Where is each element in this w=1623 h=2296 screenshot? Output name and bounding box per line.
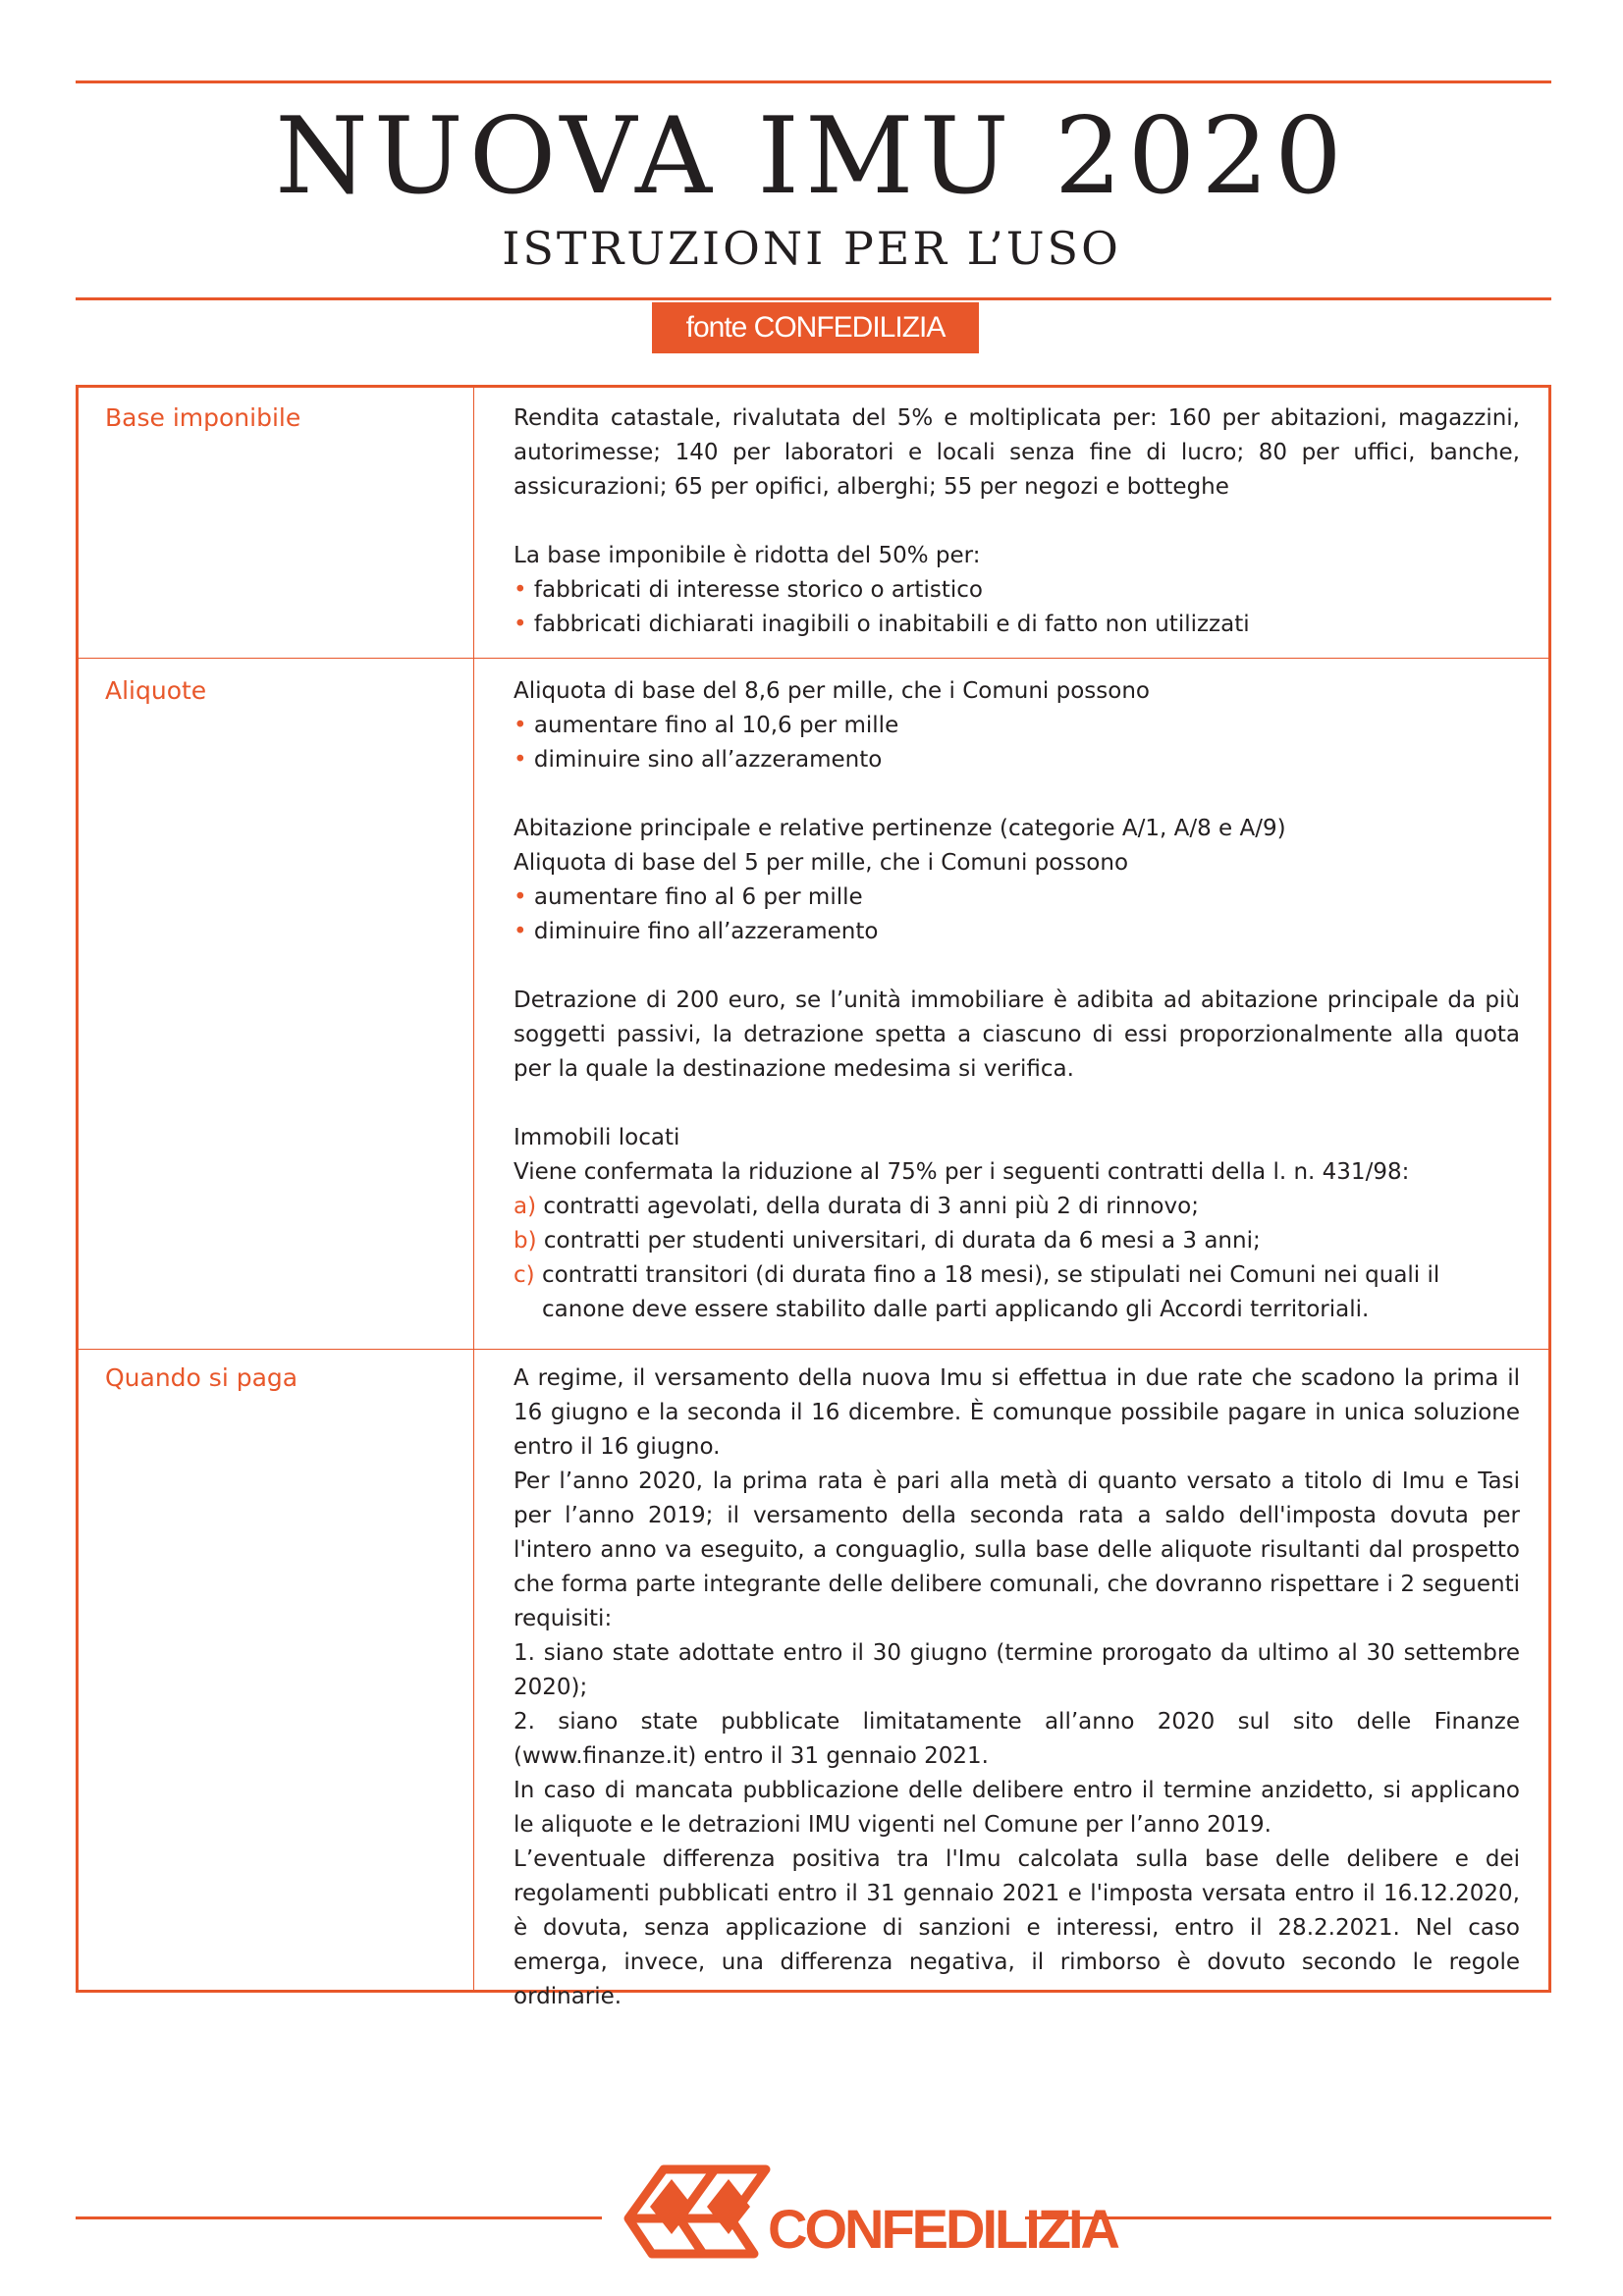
paragraph: Aliquota di base del 5 per mille, che i Comuni possono <box>514 850 1129 876</box>
paragraph: La base imponibile è ridotta del 50% per: <box>514 543 981 568</box>
list-item <box>514 1258 1520 1293</box>
column-divider <box>473 388 474 1990</box>
paragraph: Abitazione principale e relative pertinenze (categorie A/1, A/8 e A/9) <box>514 816 1286 841</box>
row-label-aliquote: Aliquote <box>105 676 207 705</box>
list-item: • diminuire sino all’azzeramento <box>514 743 1520 777</box>
row-label-quando-si-paga: Quando si paga <box>105 1363 298 1392</box>
paragraph: L’eventuale differenza positiva tra l'Imu calcolata sulla base delle delibere e dei regolamenti pubblicati entro il 31 gennaio 2021 e l'imposta versata entro il 16.12.2020, è dovuta, senza applicazione di sanzioni e interessi, entro il 28.2.2021. Nel caso emerga, invece, una differenza negativa, il rimborso è dovuto secondo le regole ordinarie. <box>514 1846 1520 2009</box>
list-text: contratti per studenti universitari, di durata da 6 mesi a 3 anni; <box>543 1228 1261 1254</box>
list-item-continuation: canone deve essere stabilito dalle parti applicando gli Accordi territoriali. <box>542 1297 1370 1322</box>
list-item <box>514 1224 1520 1258</box>
list-letter: b) <box>514 1228 537 1254</box>
logo-text: CONFEDILIZIA <box>768 2198 1117 2260</box>
list-letter: c) <box>514 1262 535 1288</box>
header-bottom-rule <box>76 297 1551 300</box>
row-content-base-imponibile <box>514 401 1520 642</box>
list-text: contratti transitori (di durata fino a 18 mesi), se stipulati nei Comuni nei quali il <box>541 1262 1440 1288</box>
source-badge: fonte CONFEDILIZIA <box>652 302 979 353</box>
footer-rule-left <box>76 2216 602 2219</box>
paragraph: Immobili locati <box>514 1125 680 1150</box>
row-label-base-imponibile: Base imponibile <box>105 403 301 432</box>
list-text: contratti agevolati, della durata di 3 anni più 2 di rinnovo; <box>543 1194 1199 1219</box>
row-content-quando-si-paga <box>514 1362 1520 2014</box>
list-letter: a) <box>514 1194 537 1219</box>
info-table <box>76 385 1551 2009</box>
row-divider <box>79 658 1548 659</box>
page-title: NUOVA IMU 2020 <box>275 95 1348 218</box>
paragraph: Viene confermata la riduzione al 75% per i seguenti contratti della l. n. 431/98: <box>514 1159 1410 1185</box>
paragraph: In caso di mancata pubblicazione delle delibere entro il termine anzidetto, si applicano le aliquote e le detrazioni IMU vigenti nel Comune per l’anno 2019. <box>514 1778 1520 1838</box>
paragraph: Rendita catastale, rivalutata del 5% e moltiplicata per: 160 per abitazioni, magazzini, autorimesse; 140 per laboratori e locali senza fine di lucro; 80 per uffici, banche, assicurazioni; 65 per opifici, alberghi; 55 per negozi e botteghe <box>514 405 1520 500</box>
paragraph: 2. siano state pubblicate limitatamente all’anno 2020 sul sito delle Finanze (www.finanze.it) entro il 31 gennaio 2021. <box>514 1709 1520 1769</box>
paragraph: Detrazione di 200 euro, se l’unità immobiliare è adibita ad abitazione principale da più soggetti passivi, la detrazione spetta a ciascuno di essi proporzionalmente alla quota per la quale la destinazione medesima si verifica. <box>514 988 1520 1082</box>
list-item: • aumentare fino al 6 per mille <box>514 881 1520 915</box>
confedilizia-logo <box>621 2150 1117 2264</box>
list-item <box>514 1190 1520 1224</box>
paragraph: A regime, il versamento della nuova Imu si effettua in due rate che scadono la prima il 16 giugno e la seconda il 16 dicembre. È comunque possibile pagare in unica soluzione entro il 16 giugno. <box>514 1365 1520 1460</box>
list-item: • aumentare fino al 10,6 per mille <box>514 709 1520 743</box>
row-divider <box>79 1349 1548 1350</box>
list-item: • fabbricati di interesse storico o artistico <box>514 573 1520 608</box>
paragraph: Per l’anno 2020, la prima rata è pari alla metà di quanto versato a titolo di Imu e Tasi per l’anno 2019; il versamento della seconda rata a saldo dell'imposta dovuta per l'intero anno va eseguito, a conguaglio, sulla base delle aliquote risultanti dal prospetto che forma parte integrante delle delibere comunali, che dovranno rispettare i 2 seguenti requisiti: <box>514 1468 1520 1631</box>
page-subtitle: ISTRUZIONI PER L’USO <box>502 222 1121 275</box>
list-item: • fabbricati dichiarati inagibili o inabitabili e di fatto non utilizzati <box>514 608 1520 642</box>
top-rule <box>76 80 1551 83</box>
paragraph: 1. siano state adottate entro il 30 giugno (termine prorogato da ultimo al 30 settembre 2020); <box>514 1640 1520 1700</box>
row-content-aliquote <box>514 674 1520 1327</box>
list-item: • diminuire fino all’azzeramento <box>514 915 1520 949</box>
paragraph: Aliquota di base del 8,6 per mille, che i Comuni possono <box>514 678 1150 704</box>
